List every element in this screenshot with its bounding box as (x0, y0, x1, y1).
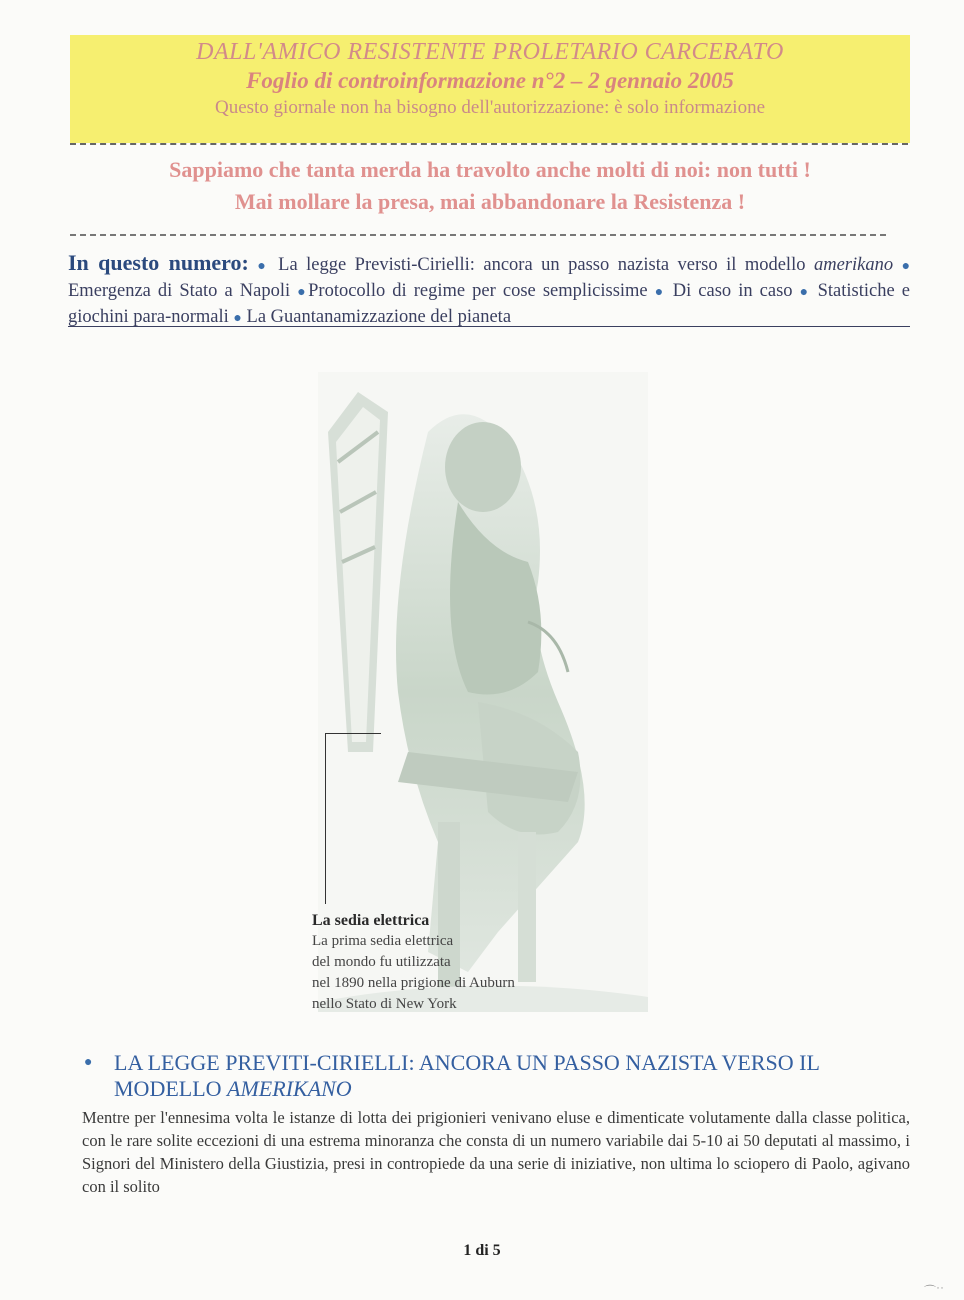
bullet-icon: ● (901, 259, 911, 274)
bullet-icon: ● (654, 285, 666, 300)
slogan-line-2: Mai mollare la presa, mai abbandonare la Resistenza ! (234, 189, 746, 214)
caption-line: del mondo fu utilizzata (312, 954, 451, 970)
caption-bracket (325, 733, 381, 904)
masthead-note: Questo giornale non ha bisogno dell'autorizzazione: è solo informazione (214, 97, 766, 118)
toc-label: In questo numero: (68, 250, 249, 275)
article-heading-text: LA LEGGE PREVITI-CIRIELLI: ANCORA UN PASSO NAZISTA VERSO IL MODELLO (114, 1050, 820, 1101)
bullet-icon: ● (297, 285, 309, 300)
toc-underline (68, 326, 910, 327)
photo-caption (312, 910, 612, 1015)
bullet-icon: ● (233, 311, 242, 326)
caption-line: nello Stato di New York (312, 996, 457, 1012)
toc-item: Protocollo di regime per cose semplicissime (308, 281, 648, 301)
article-body: Mentre per l'ennesima volta le istanze di lotta dei prigionieri venivano eluse e dimenticate volutamente dalla classe politica, con le rare solite eccezioni di una estrema minoranza che consta di un numero variabile dai 5-10 ai 50 deputati al massimo, i Signori del Ministero della Giustizia, presi in contropiede da una serie di iniziative, non ultima lo sciopero di Paolo, agivano con il solito (82, 1108, 910, 1196)
slogan (70, 154, 910, 218)
caption-line: La prima sedia elettrica (312, 933, 454, 949)
toc-item: Statistiche e giochini para-normali (68, 281, 910, 327)
toc-item: La legge Previsti-Cirielli: ancora un passo nazista verso il modello (278, 255, 806, 275)
toc-item: Emergenza di Stato a Napoli (68, 281, 291, 301)
caption-line: nel 1890 nella prigione di Auburn (312, 975, 515, 991)
bullet-icon: ● (799, 285, 811, 300)
divider-dashed (70, 234, 886, 236)
masthead-banner (70, 35, 910, 143)
divider-dashed (70, 143, 908, 145)
article-heading-italic: AMERIKANO (227, 1076, 352, 1101)
bullet-icon: ● (84, 1055, 93, 1070)
slogan-line-1: Sappiamo che tanta merda ha travolto anche molti di noi: non tutti ! (169, 157, 811, 182)
caption-title: La sedia elettrica (312, 912, 430, 929)
masthead-issue: Foglio di controinformazione n°2 – 2 gennaio 2005 (246, 68, 734, 93)
scan-mark-icon: ⌒˙˙ (924, 1284, 944, 1298)
toc-item: Di caso in caso (672, 281, 793, 301)
table-of-contents (68, 250, 910, 331)
article-section (84, 1050, 910, 1198)
page-number: 1 di 5 (463, 1242, 501, 1259)
article-heading (84, 1050, 910, 1102)
bullet-icon: ● (257, 259, 270, 274)
toc-item: La Guantanamizzazione del pianeta (246, 307, 512, 327)
masthead-title: DALL'AMICO RESISTENTE PROLETARIO CARCERATO (196, 39, 784, 65)
toc-item-italic: amerikano (813, 255, 894, 275)
